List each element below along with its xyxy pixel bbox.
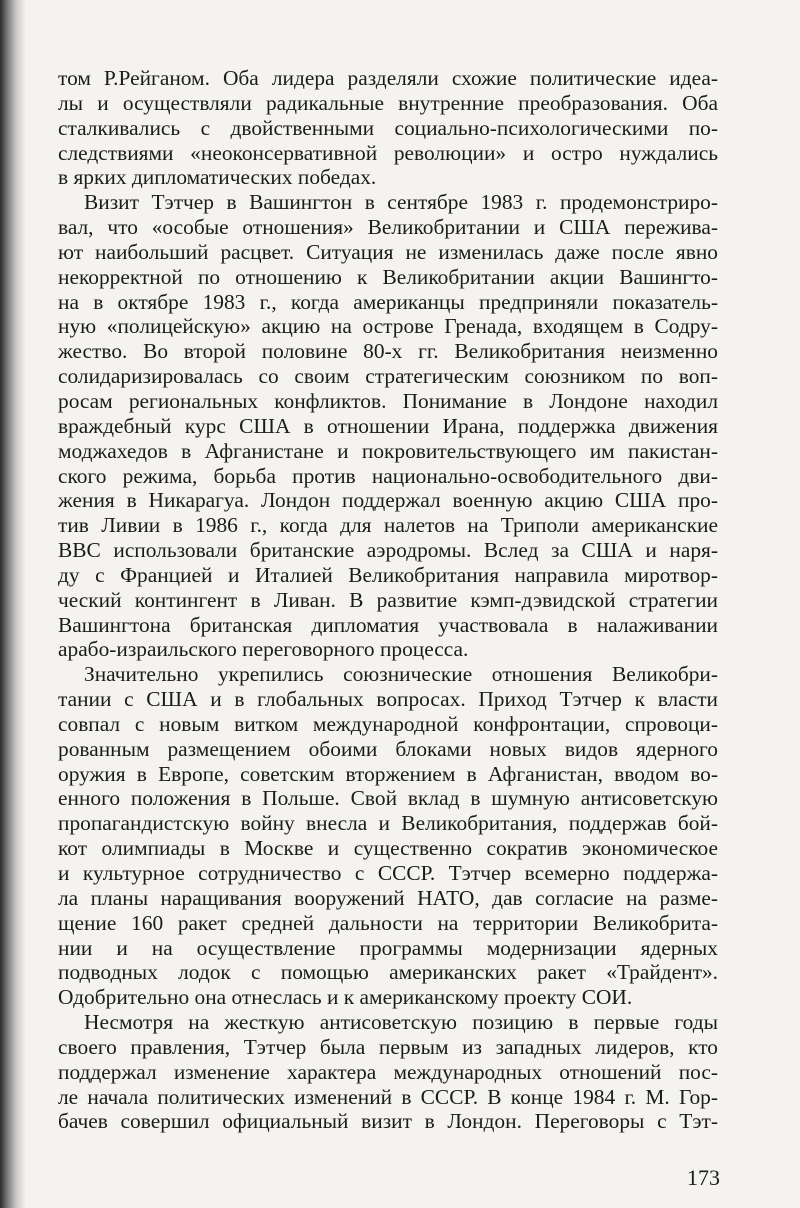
text-line: ла планы наращивания вооружений НАТО, дав согласие на разме-	[58, 885, 718, 910]
text-line: и культурное сотрудничество с СССР. Тэтчер всемерно поддержа-	[58, 861, 718, 885]
text-line: Несмотря на жесткую антисоветскую позицию в первые годы	[84, 1010, 718, 1035]
text-line: ют наибольший расцвет. Ситуация не изменилась даже после явно	[58, 239, 718, 264]
text-line: некорректной по отношению к Великобритании акции Вашингто-	[58, 264, 718, 289]
text-line: Визит Тэтчер в Вашингтон в сентябре 1983 г. продемонстриро-	[84, 190, 718, 215]
page-number: 173	[687, 1165, 720, 1190]
text-line: ную «полицейскую» акцию на острове Гренада, входящем в Содру-	[58, 314, 718, 339]
text-line: ческий контингент в Ливан. В развитие кэмп-дэвидской стратегии	[58, 587, 718, 612]
text-line: следствиями «неоконсервативной революции» и остро нуждались	[58, 140, 718, 165]
text-line: Значительно укрепились союзнические отношения Великобри-	[84, 662, 718, 687]
text-line: кот олимпиады в Москве и существенно сократив экономическое	[58, 836, 718, 861]
book-spine-shadow	[0, 0, 26, 1208]
text-line: сталкивались с двойственными социально-психологическими по-	[58, 115, 718, 140]
text-line: ду с Францией и Италией Великобритания направила миротвор-	[58, 562, 718, 587]
text-line: поддержал изменение характера международных отношений пос-	[58, 1059, 718, 1084]
text-line: ВВС использовали британские аэродромы. Вслед за США и наря-	[58, 538, 718, 563]
text-line: жество. Во второй половине 80-х гг. Великобритания неизменно	[58, 339, 718, 364]
text-line: щение 160 ракет средней дальности на территории Великобрита-	[58, 910, 718, 935]
text-line: тив Ливии в 1986 г., когда для налетов на Триполи американские	[58, 513, 718, 538]
text-line: солидаризировалась со своим стратегическим союзником по воп-	[58, 364, 718, 389]
text-line: том Р.Рейганом. Оба лидера разделяли схожие политические идеа-	[58, 66, 718, 90]
text-line: ле начала политических изменений в СССР. В конце 1984 г. М. Гор-	[58, 1084, 718, 1109]
text-line: енного положения в Польше. Свой вклад в шумную антисоветскую	[58, 786, 718, 811]
text-line: арабо-израильского переговорного процесса.	[58, 637, 469, 662]
body-text	[58, 66, 718, 1134]
text-line: росам региональных конфликтов. Понимание в Лондоне находил	[58, 388, 718, 413]
text-line: ского режима, борьба против национально-освободительного дви-	[58, 463, 718, 488]
text-line: оружия в Европе, советским вторжением в Афганистан, вводом во-	[58, 761, 718, 786]
text-line: в ярких дипломатических победах.	[58, 165, 377, 190]
text-line: вал, что «особые отношения» Великобритании и США пережива-	[58, 215, 718, 240]
text-line: пропагандистскую войну внесла и Великобритания, поддержав бой-	[58, 811, 718, 836]
text-line: подводных лодок с помощью американских ракет «Трайдент».	[58, 960, 718, 985]
text-line: рованным размещением обоими блоками новых видов ядерного	[58, 736, 718, 761]
text-line: жения в Никарагуа. Лондон поддержал военную акцию США про-	[58, 488, 718, 513]
text-line: тании с США и в глобальных вопросах. Приход Тэтчер к власти	[58, 687, 718, 712]
text-line: на в октябре 1983 г., когда американцы предприняли показатель-	[58, 289, 718, 314]
text-line: Одобрительно она отнеслась и к американскому проекту СОИ.	[58, 985, 633, 1010]
text-line: лы и осуществляли радикальные внутренние преобразования. Оба	[58, 90, 718, 115]
text-line: Вашингтона британская дипломатия участвовала в налаживании	[58, 612, 718, 637]
text-line: враждебный курс США в отношении Ирана, поддержка движения	[58, 413, 718, 438]
text-line: своего правления, Тэтчер была первым из западных лидеров, кто	[58, 1034, 718, 1059]
text-line: бачев совершил официальный визит в Лондон. Переговоры с Тэт-	[58, 1109, 718, 1134]
text-line: совпал с новым витком международной конфронтации, спровоци-	[58, 711, 718, 736]
text-line: моджахедов в Афганистане и покровительствующего им пакистан-	[58, 438, 718, 463]
text-line: нии и на осуществление программы модернизации ядерных	[58, 935, 718, 960]
